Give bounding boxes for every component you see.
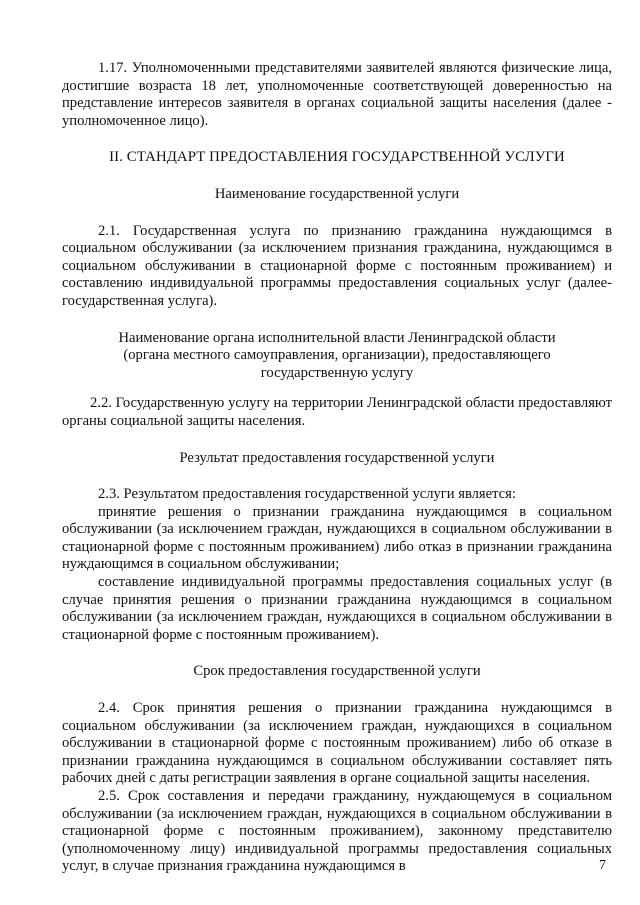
document-body	[62, 60, 612, 876]
heading-service-name: Наименование государственной услуги	[214, 185, 460, 202]
paragraph-2-3-a: принятие решения о признании гражданина нуждающимся в социальном обслуживании (за исключением граждан, нуждающихся в социальном обслуживании в стационарной форме с постоянным проживанием) либо отказ в признании гражданина нуждающимся в социальном обслуживании;	[62, 503, 612, 573]
paragraph-2-4: 2.4. Срок принятия решения о признании гражданина нуждающимся в социальном обслуживании (за исключением граждан, нуждающихся в социальном обслуживании в стационарной форме с постоянным проживанием) либо об отказе в признании гражданина нуждающимся в социальном обслуживании составляет пять рабочих дней с даты регистрации заявления в органе социальной защиты населения.	[62, 700, 612, 787]
heading-term: Срок предоставления государственной услуги	[193, 663, 481, 680]
paragraph-2-2: 2.2. Государственную услугу на территории Ленинградской области предоставляют органы социальной защиты населения.	[62, 395, 612, 429]
heading-organ-line-2: (органа местного самоуправления, организации), предоставляющего	[123, 347, 551, 364]
paragraph-2-1: 2.1. Государственная услуга по признанию гражданина нуждающимся в социальном обслуживании (за исключением признания гражданина, нуждающимся в социальном обслуживании в стационарной форме с постоянным проживанием) и составлению индивидуальной программы предоставления социальных услуг (далее- государственная услуга).	[62, 222, 612, 309]
paragraph-2-3-b: составление индивидуальной программы предоставления социальных услуг (в случае принятия решения о признании гражданина нуждающимся в социальном обслуживании (за исключением граждан, нуждающихся в социальном обслуживании в стационарной форме с постоянным проживанием).	[62, 574, 612, 643]
heading-organ-line-1: Наименование органа исполнительной власти Ленинградской области	[118, 329, 556, 346]
heading-organ	[62, 330, 612, 383]
page-number: 7	[599, 858, 606, 873]
heading-result: Результат предоставления государственной услуги	[179, 449, 495, 466]
paragraph-2-5: 2.5. Срок составления и передачи гражданину, нуждающемуся в социальном обслуживании (за исключением граждан, нуждающихся в социальном обслуживании в стационарной форме с постоянным проживанием), законному представителю (уполномоченному лицу) индивидуальной программы предоставления социальных услуг, в случае признания гражданина нуждающимся в	[62, 788, 612, 875]
section-title: II. СТАНДАРТ ПРЕДОСТАВЛЕНИЯ ГОСУДАРСТВЕННОЙ УСЛУГИ	[109, 149, 565, 166]
paragraph-2-3: 2.3. Результатом предоставления государственной услуги является:	[98, 486, 516, 503]
paragraph-1-17: 1.17. Уполномоченными представителями заявителей являются физические лица, достигшие возраста 18 лет, уполномоченные соответствующей доверенностью на представление интересов заявителя в органах социальной защиты населения (далее - уполномоченное лицо).	[62, 60, 612, 129]
heading-organ-line-3: государственную услугу	[260, 364, 414, 381]
